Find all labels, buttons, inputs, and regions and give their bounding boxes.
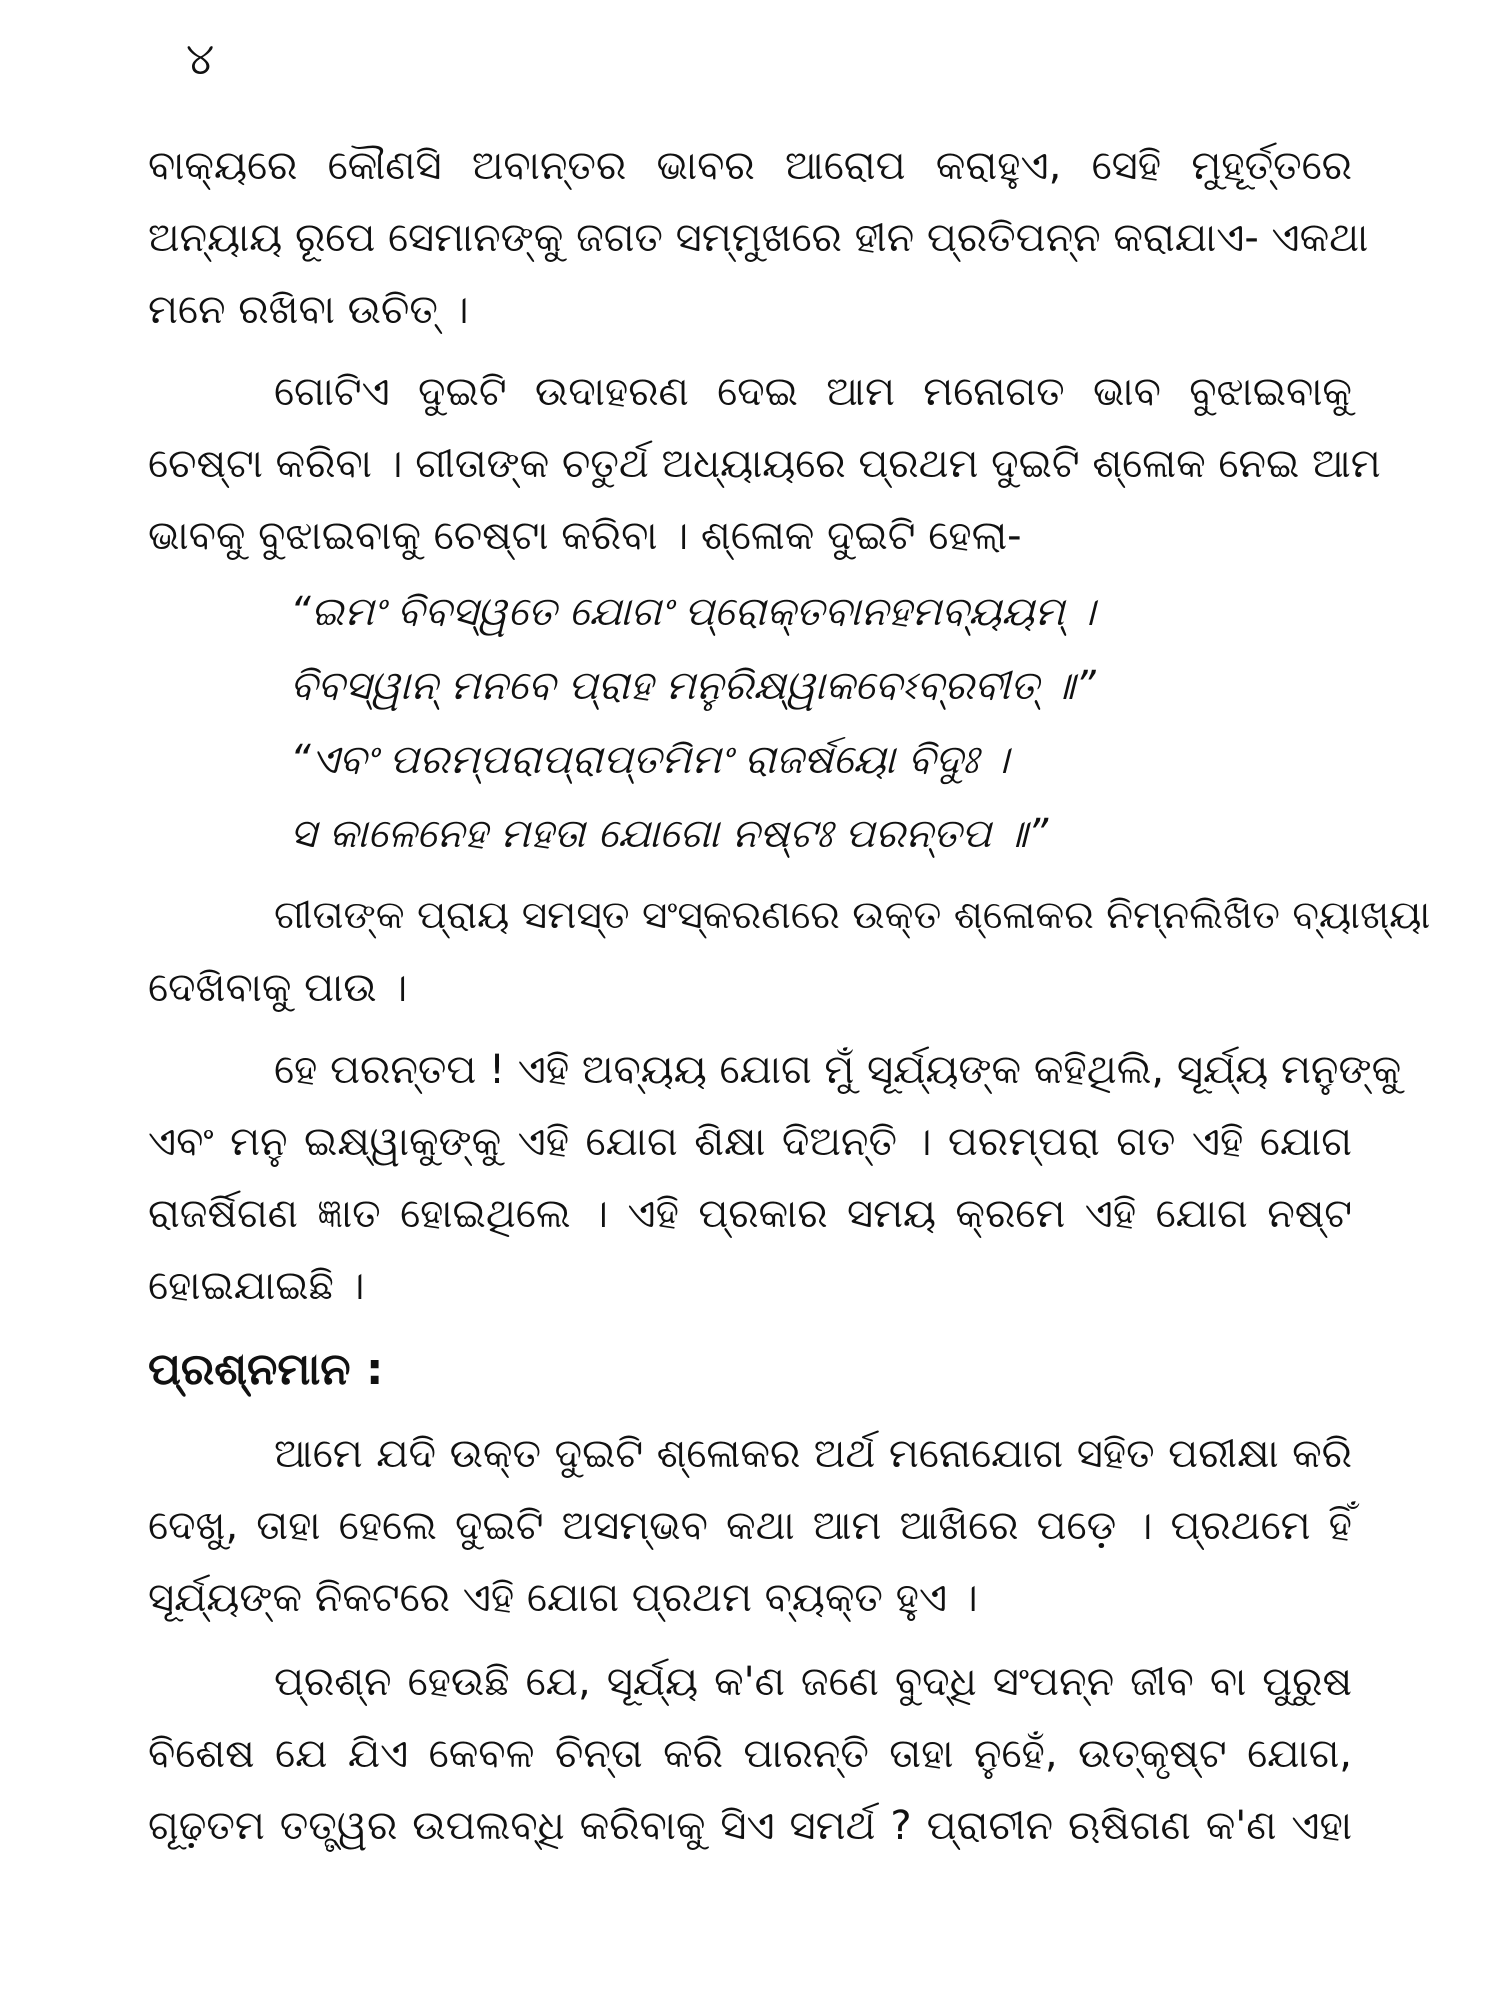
- verse-line: ସ କାଳେନେହ ମହତା ଯୋଗୋ ନଷ୍ଟଃ ପରନ୍ତପ ॥”: [290, 811, 1049, 857]
- text-line: ଗୋଟିଏ ଦୁଇଟି ଉଦାହରଣ ଦେଇ ଆମ ମନୋଗତ ଭାବ ବୁଝାଇବାକୁ: [274, 369, 1352, 415]
- text-line: ହୋଇଯାଇଛି ।: [148, 1263, 365, 1309]
- text-line: ଦେଖିବାକୁ ପାଉ ।: [148, 965, 408, 1011]
- text-line: ଏବଂ ମନୁ ଇକ୍ଷ୍ୱାକୁଙ୍କୁ ଏହି ଯୋଗ ଶିକ୍ଷା ଦିଅନ୍ତି । ପରମ୍ପରା ଗତ ଏହି ଯୋଗ: [148, 1119, 1352, 1165]
- text-line: ହେ ପରନ୍ତପ ! ଏହି ଅବ୍ୟୟ ଯୋଗ ମୁଁ ସୂର୍ଯ୍ୟଙ୍କ କହିଥିଲି, ସୂର୍ଯ୍ୟ ମନୁଙ୍କୁ: [274, 1047, 1402, 1093]
- text-line: ଗୂଢ଼ତମ ତତ୍ତ୍ୱର ଉପଲବ୍ଧି କରିବାକୁ ସିଏ ସମର୍ଥ ? ପ୍ରାଚୀନ ଋଷିଗଣ କ'ଣ ଏହା: [148, 1803, 1352, 1849]
- text-line: ବାକ୍ୟରେ କୌଣସି ଅବାନ୍ତର ଭାବର ଆରୋପ କରାହୁଏ, ସେହି ମୁହୂର୍ତ୍ତରେ: [148, 143, 1352, 189]
- text-line: ବିଶେଷ ଯେ ଯିଏ କେବଳ ଚିନ୍ତା କରି ପାରନ୍ତି ତାହା ନୁହେଁ, ଉତ୍କୃଷ୍ଟ ଯୋଗ,: [148, 1731, 1352, 1777]
- verse-line: “ଇମଂ ବିବସ୍ୱତେ ଯୋଗଂ ପ୍ରୋକ୍ତବାନହମବ୍ୟୟମ୍ ।: [290, 589, 1096, 635]
- text-line: ମନେ ରଖିବା ଉଚିତ୍ ।: [148, 287, 469, 333]
- text-line: ଚେଷ୍ଟା କରିବା । ଗୀତାଙ୍କ ଚତୁର୍ଥ ଅଧ୍ୟାୟରେ ପ୍ରଥମ ଦୁଇଟି ଶ୍ଳୋକ ନେଇ ଆମ: [148, 441, 1381, 487]
- text-line: ପ୍ରଶ୍ନ ହେଉଛି ଯେ, ସୂର୍ଯ୍ୟ କ'ଣ ଜଣେ ବୁଦ୍ଧି ସଂପନ୍ନ ଜୀବ ବା ପୁରୁଷ: [274, 1659, 1352, 1705]
- text-line: ଦେଖୁ, ତାହା ହେଲେ ଦୁଇଟି ଅସମ୍ଭବ କଥା ଆମ ଆଖିରେ ପଡ଼େ । ପ୍ରଥମେ ହିଁ: [148, 1503, 1352, 1549]
- verse-line: “ଏବଂ ପରମ୍ପରାପ୍ରାପ୍ତମିମଂ ରାଜର୍ଷୟୋ ବିଦୁଃ ।: [290, 737, 1009, 783]
- verse-line: ବିବସ୍ୱାନ୍ ମନବେ ପ୍ରାହ ମନୁରିକ୍ଷ୍ୱାକବେଽବ୍ରବୀତ୍ ॥”: [290, 663, 1096, 709]
- text-line: ଆମେ ଯଦି ଉକ୍ତ ଦୁଇଟି ଶ୍ଳୋକର ଅର୍ଥ ମନୋଯୋଗ ସହିତ ପରୀକ୍ଷା କରି: [274, 1431, 1352, 1477]
- text-line: ସୂର୍ଯ୍ୟଙ୍କ ନିକଟରେ ଏହି ଯୋଗ ପ୍ରଥମ ବ୍ୟକ୍ତ ହୁଏ ।: [148, 1575, 978, 1621]
- text-line: ଅନ୍ୟାୟ ରୂପେ ସେମାନଙ୍କୁ ଜଗତ ସମ୍ମୁଖରେ ହୀନ ପ୍ରତିପନ୍ନ କରାଯାଏ- ଏକଥା: [148, 215, 1369, 261]
- section-heading: ପ୍ରଶ୍ନମାନ :: [148, 1344, 384, 1395]
- text-line: ଗୀତାଙ୍କ ପ୍ରାୟ ସମସ୍ତ ସଂସ୍କରଣରେ ଉକ୍ତ ଶ୍ଳୋକର ନିମ୍ନଲିଖିତ ବ୍ୟାଖ୍ୟା: [274, 893, 1431, 938]
- text-line: ରାଜର୍ଷିଗଣ ଜ୍ଞାତ ହୋଇଥିଲେ । ଏହି ପ୍ରକାର ସମୟ କ୍ରମେ ଏହି ଯୋଗ ନଷ୍ଟ: [148, 1191, 1352, 1237]
- page-number: ୪: [186, 34, 215, 85]
- text-line: ଭାବକୁ ବୁଝାଇବାକୁ ଚେଷ୍ଟା କରିବା । ଶ୍ଳୋକ ଦୁଇଟି ହେଲା-: [148, 513, 1022, 559]
